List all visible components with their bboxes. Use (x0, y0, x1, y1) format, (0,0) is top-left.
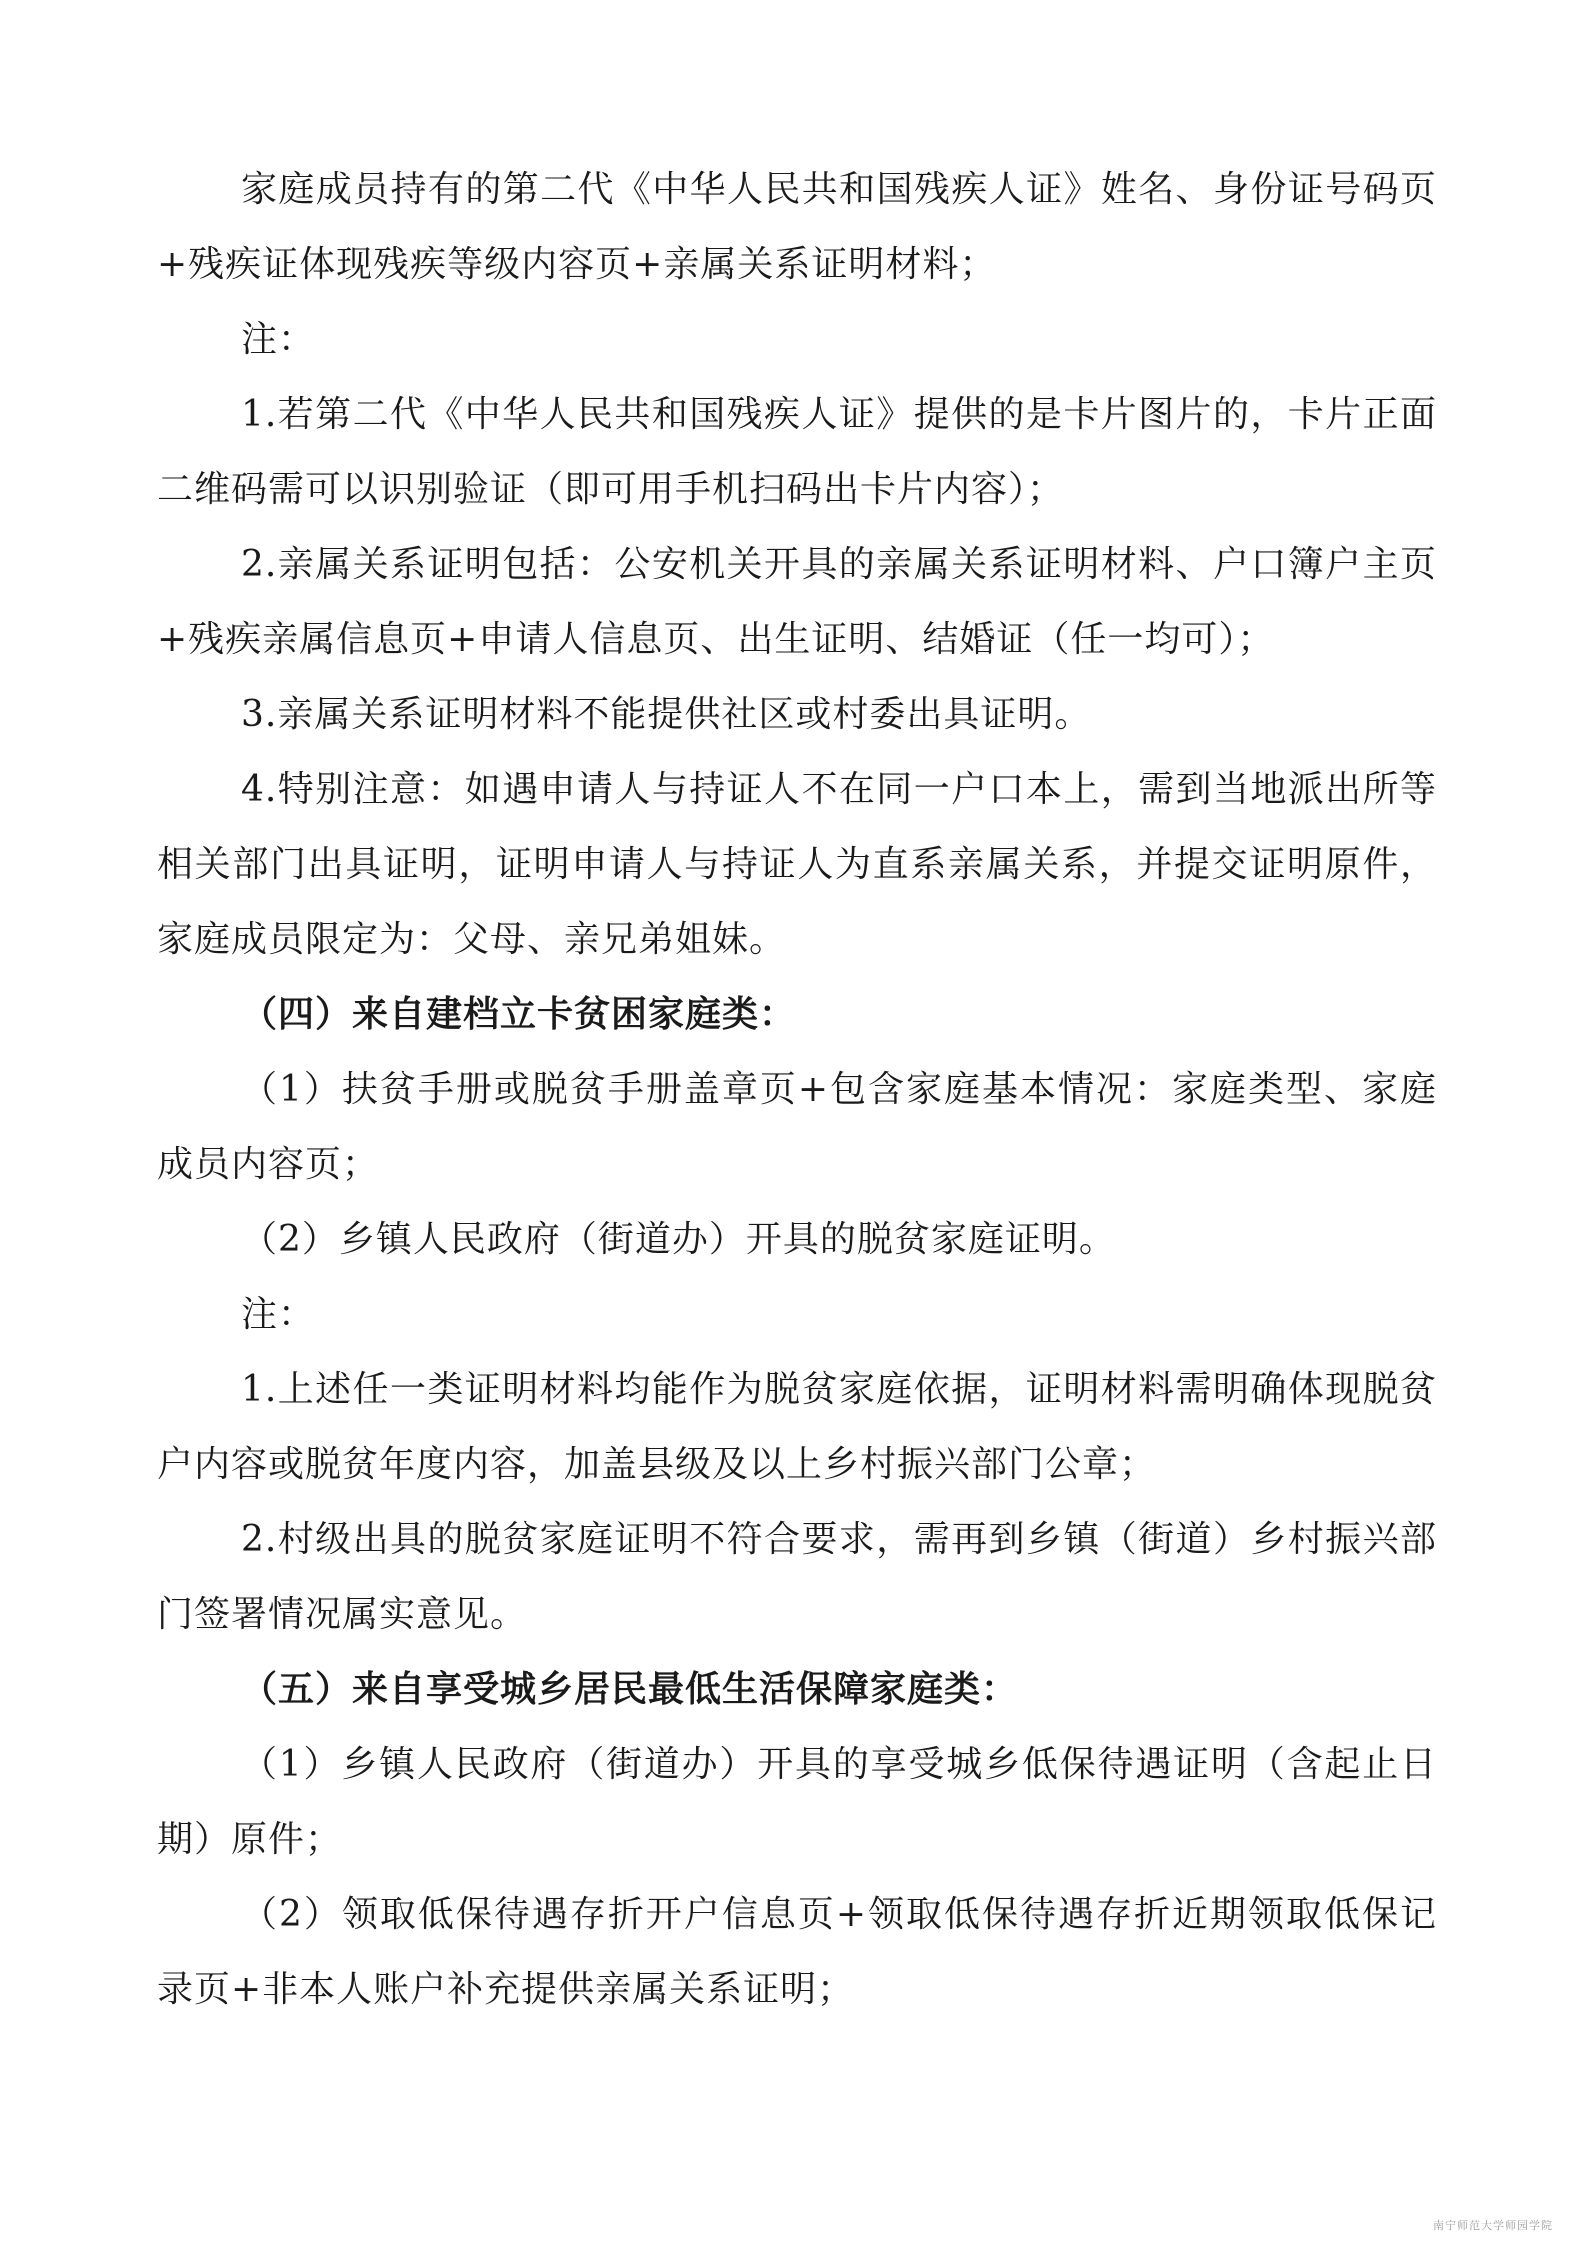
document-body (157, 152, 1437, 2027)
watermark: 南宁师范大学师园学院 (1433, 2219, 1553, 2232)
section-heading-4: （四）来自建档立卡贫困家庭类： (241, 993, 797, 1035)
paragraph-disability-certificate: 家庭成员持有的第二代《中华人民共和国残疾人证》姓名、身份证号码页+残疾证体现残疾等级内容页+亲属关系证明材料； (157, 169, 1437, 285)
section-4-note-2: 2.村级出具的脱贫家庭证明不符合要求，需再到乡镇（街道）乡村振兴部门签署情况属实意见。 (157, 1519, 1437, 1635)
section-4-note-1: 1.上述任一类证明材料均能作为脱贫家庭依据，证明材料需明确体现脱贫户内容或脱贫年度内容，加盖县级及以上乡村振兴部门公章； (157, 1369, 1437, 1485)
note-item-4: 4.特别注意：如遇申请人与持证人不在同一户口本上，需到当地派出所等相关部门出具证明，证明申请人与持证人为直系亲属关系，并提交证明原件，家庭成员限定为：父母、亲兄弟姐妹。 (157, 769, 1437, 960)
section-5-item-2: （2）领取低保待遇存折开户信息页+领取低保待遇存折近期领取低保记录页+非本人账户补充提供亲属关系证明； (157, 1894, 1437, 2010)
section-heading-5: （五）来自享受城乡居民最低生活保障家庭类： (241, 1668, 1019, 1710)
section-4-item-1: （1）扶贫手册或脱贫手册盖章页+包含家庭基本情况：家庭类型、家庭成员内容页； (157, 1069, 1437, 1185)
note-item-3: 3.亲属关系证明材料不能提供社区或村委出具证明。 (241, 694, 1092, 735)
note-item-1: 1.若第二代《中华人民共和国残疾人证》提供的是卡片图片的，卡片正面二维码需可以识别验证（即可用手机扫码出卡片内容）； (157, 394, 1437, 510)
note-label: 注： (241, 319, 316, 360)
note-label: 注： (241, 1294, 316, 1335)
section-4-item-2: （2）乡镇人民政府（街道办）开具的脱贫家庭证明。 (241, 1219, 1116, 1260)
section-5-item-1: （1）乡镇人民政府（街道办）开具的享受城乡低保待遇证明（含起止日期）原件； (157, 1744, 1437, 1860)
note-item-2: 2.亲属关系证明包括：公安机关开具的亲属关系证明材料、户口簿户主页+残疾亲属信息页+申请人信息页、出生证明、结婚证（任一均可）； (157, 544, 1437, 660)
